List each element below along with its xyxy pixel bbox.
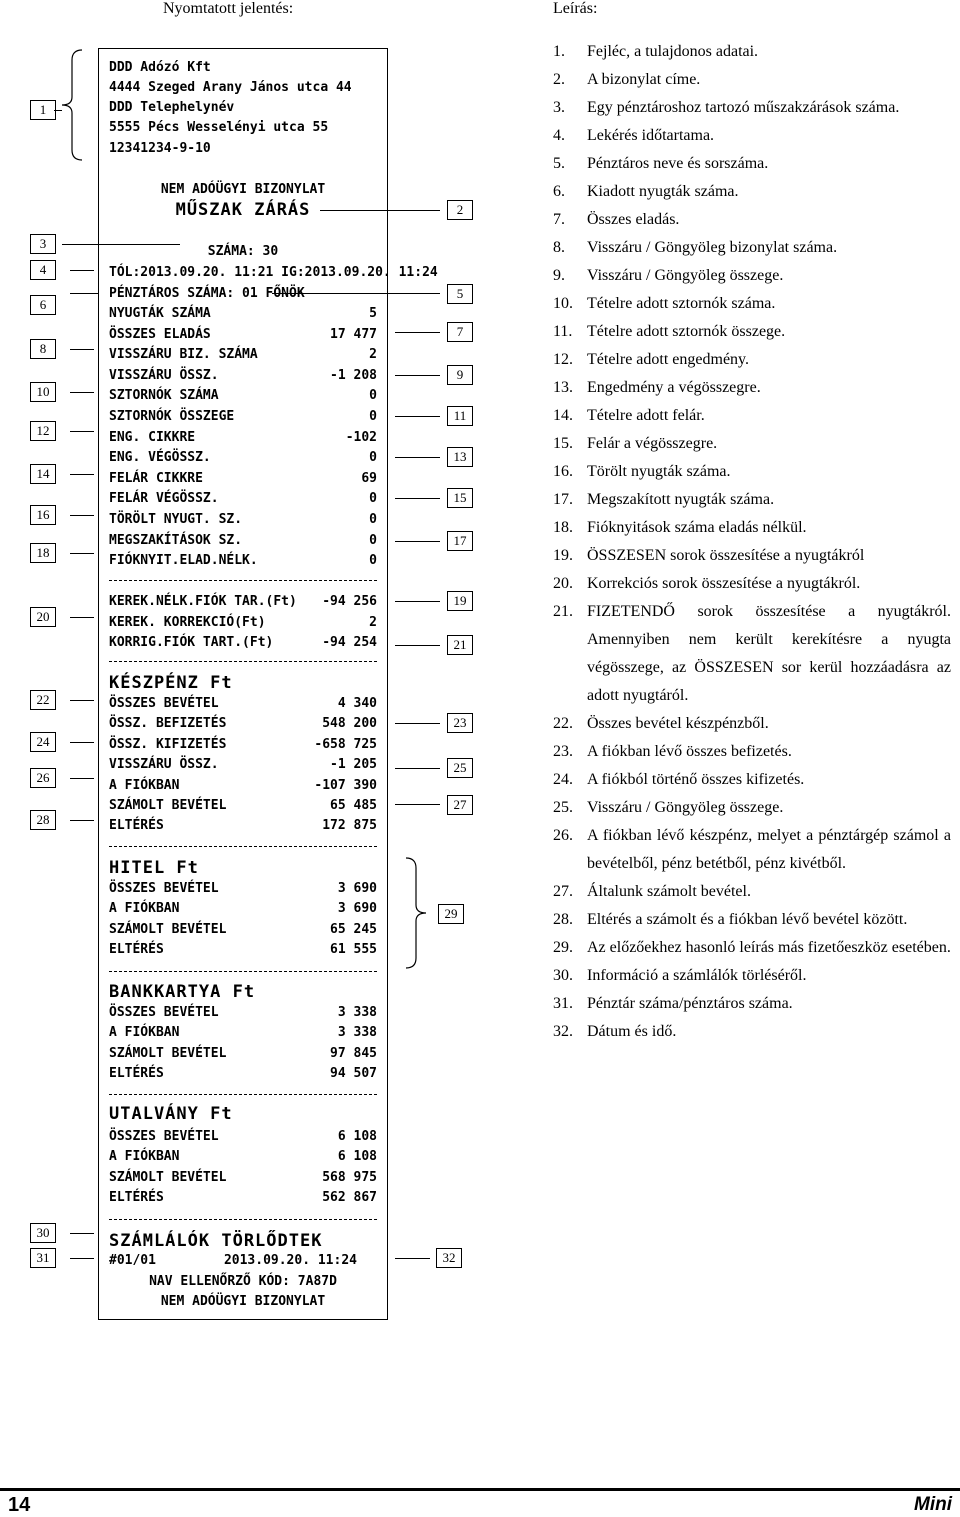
- callout-19: 19: [447, 591, 473, 611]
- leader-line: [70, 778, 94, 779]
- description-item: [553, 402, 951, 430]
- description-item: [553, 206, 951, 234]
- row-label: SZÁMOLT BEVÉTEL: [109, 798, 227, 813]
- description-text: Tételre adott engedmény.: [587, 351, 749, 368]
- description-number: 20.: [553, 575, 573, 592]
- description-text: Visszáru / Göngyöleg bizonylat száma.: [587, 239, 838, 256]
- cash-section-row: [109, 736, 377, 754]
- row-value: 0: [369, 532, 377, 548]
- row-value: 69: [361, 470, 377, 486]
- callout-15: 15: [447, 488, 473, 508]
- card-section-row: [109, 1045, 377, 1063]
- closing-datetime: 2013.09.20. 11:24: [223, 1253, 357, 1268]
- summary-row: [109, 470, 377, 488]
- row-value: 65 485: [330, 798, 377, 813]
- row-value: 94 507: [330, 1066, 377, 1082]
- description-number: 25.: [553, 799, 573, 816]
- cash-section-row: [109, 695, 377, 713]
- description-item: [553, 514, 951, 542]
- correction-row: [109, 593, 377, 611]
- doc-type: NEM ADÓÜGYI BIZONYLAT: [160, 182, 326, 197]
- callout-26: 26: [30, 768, 56, 788]
- summary-row: [109, 387, 377, 405]
- description-item: [553, 934, 951, 962]
- summary-row: [109, 367, 377, 385]
- description-number: 1.: [553, 43, 565, 60]
- description-item: [553, 122, 951, 150]
- leader-line: [70, 1258, 94, 1259]
- row-value: 0: [369, 512, 377, 527]
- receipt-header-line: 12341234-9-10: [109, 141, 211, 156]
- summary-row: [109, 326, 377, 344]
- payment-methods-brace: [404, 858, 434, 968]
- row-label: MEGSZAKÍTÁSOK SZ.: [109, 532, 243, 548]
- shift-number: SZÁMA: 30: [207, 244, 279, 259]
- description-text: ÖSSZESEN sorok összesítése a nyugtákról: [587, 547, 865, 564]
- callout-24: 24: [30, 732, 56, 752]
- callout-10: 10: [30, 382, 56, 402]
- summary-row: [109, 552, 377, 570]
- summary-row: [109, 408, 377, 426]
- row-label: ELTÉRÉS: [109, 942, 164, 958]
- row-value: -94 254: [322, 635, 377, 650]
- row-value: 0: [369, 450, 377, 466]
- description-item: [553, 598, 951, 710]
- leader-line: [70, 270, 94, 271]
- description-text: Pénztár száma/pénztáros száma.: [587, 995, 793, 1012]
- row-label: ELTÉRÉS: [109, 818, 164, 834]
- description-text: Törölt nyugták száma.: [587, 463, 731, 480]
- separator-line: [109, 846, 377, 847]
- description-item: [553, 794, 951, 822]
- row-label: VISSZÁRU BIZ. SZÁMA: [109, 347, 258, 363]
- description-number: 32.: [553, 1023, 573, 1040]
- row-value: 6 108: [337, 1149, 377, 1165]
- description-number: 23.: [553, 743, 573, 760]
- description-item: [553, 150, 951, 178]
- summary-row: [109, 532, 377, 550]
- description-item: [553, 234, 951, 262]
- footer-rule: [0, 1488, 960, 1491]
- receipt-header-line: 4444 Szeged Arany János utca 44: [109, 80, 352, 95]
- description-item: [553, 66, 951, 94]
- description-text: Tételre adott sztornók száma.: [587, 295, 776, 312]
- row-label: ÖSSZES BEVÉTEL: [109, 1129, 219, 1144]
- row-label: ENG. VÉGÖSSZ.: [109, 450, 211, 466]
- row-value: 3 338: [337, 1005, 377, 1020]
- description-text: Összes eladás.: [587, 211, 680, 228]
- callout-6: 6: [30, 295, 56, 315]
- description-item: [553, 94, 951, 122]
- leader-line: [70, 553, 94, 554]
- description-heading: Leírás:: [553, 0, 598, 17]
- leader-line: [395, 457, 440, 458]
- row-label: SZÁMOLT BEVÉTEL: [109, 921, 227, 937]
- row-label: A FIÓKBAN: [109, 1149, 180, 1165]
- header-brace: [60, 50, 90, 160]
- row-label: ÖSSZES BEVÉTEL: [109, 696, 219, 711]
- description-text: Egy pénztároshoz tartozó műszakzárások száma.: [587, 99, 900, 116]
- register-cashier-number: #01/01: [109, 1253, 156, 1268]
- summary-row: [109, 429, 377, 447]
- summary-row: [109, 346, 377, 364]
- row-label: A FIÓKBAN: [109, 1025, 180, 1041]
- callout-21: 21: [447, 635, 473, 655]
- callout-29: 29: [438, 904, 464, 924]
- description-text: Kiadott nyugták száma.: [587, 183, 739, 200]
- row-value: 2: [369, 347, 377, 363]
- summary-row: [109, 511, 377, 529]
- voucher-section-row: [109, 1148, 377, 1166]
- callout-3: 3: [30, 234, 56, 254]
- leader-line: [70, 431, 94, 432]
- row-value: -94 256: [322, 594, 377, 609]
- description-number: 26.: [553, 827, 573, 844]
- period-line: TÓL:2013.09.20. 11:21 IG:2013.09.20. 11:24: [109, 265, 438, 280]
- description-number: 27.: [553, 883, 573, 900]
- description-text: A fiókból történő összes kifizetés.: [587, 771, 805, 788]
- callout-1: 1: [30, 100, 56, 120]
- summary-row: [109, 490, 377, 508]
- leader-line: [70, 293, 98, 294]
- callout-7: 7: [447, 322, 473, 342]
- summary-row: [109, 449, 377, 467]
- row-label: KEREK.NÉLK.FIÓK TAR.(Ft): [109, 594, 297, 609]
- description-item: [553, 458, 951, 486]
- description-text: A fiókban lévő készpénz, melyet a pénztárgép számol a bevételből, pénz betétből, pénz kivétből.: [587, 827, 951, 872]
- leader-line: [395, 645, 440, 646]
- cashier-line: PÉNZTÁROS SZÁMA: 01 FŐNÖK: [109, 286, 305, 301]
- description-item: [553, 906, 951, 934]
- leader-line: [395, 498, 440, 499]
- nav-check-code: NAV ELLENŐRZŐ KÓD: 7A87D: [149, 1274, 337, 1289]
- cash-section-row: [109, 756, 377, 774]
- row-label: ÖSSZ. KIFIZETÉS: [109, 736, 227, 752]
- callout-32: 32: [436, 1248, 462, 1268]
- leader-line: [272, 293, 440, 294]
- correction-row: [109, 614, 377, 632]
- description-item: [553, 1018, 951, 1046]
- description-number: 12.: [553, 351, 573, 368]
- description-item: [553, 542, 951, 570]
- manual-name: Mini: [914, 1494, 952, 1515]
- callout-16: 16: [30, 505, 56, 525]
- description-item: [553, 962, 951, 990]
- receipt-header-line: 5555 Pécs Wesselényi utca 55: [109, 120, 329, 135]
- callout-27: 27: [447, 795, 473, 815]
- leader-line: [395, 332, 440, 333]
- row-label: ENG. CIKKRE: [109, 429, 196, 445]
- row-value: 568 975: [322, 1169, 377, 1185]
- row-value: -658 725: [314, 736, 377, 752]
- separator-line: [109, 661, 377, 662]
- description-text: Visszáru / Göngyöleg összege.: [587, 267, 784, 284]
- description-text: Dátum és idő.: [587, 1023, 677, 1040]
- callout-31: 31: [30, 1248, 56, 1268]
- description-item: [553, 822, 951, 878]
- leader-line: [395, 768, 440, 769]
- leader-line: [70, 742, 94, 743]
- callout-14: 14: [30, 464, 56, 484]
- separator-line: [109, 971, 377, 972]
- leader-line: [395, 804, 440, 805]
- description-number: 5.: [553, 155, 565, 172]
- separator-line: [109, 1219, 377, 1220]
- callout-23: 23: [447, 713, 473, 733]
- row-label: FIÓKNYIT.ELAD.NÉLK.: [109, 553, 258, 569]
- leader-line: [70, 820, 94, 821]
- row-value: -107 390: [314, 777, 377, 793]
- row-label: VISSZÁRU ÖSSZ.: [109, 367, 219, 383]
- description-item: [553, 710, 951, 738]
- callout-8: 8: [30, 339, 56, 359]
- description-number: 31.: [553, 995, 573, 1012]
- summary-row: [109, 305, 377, 323]
- callout-5: 5: [447, 284, 473, 304]
- row-value: -102: [345, 429, 377, 445]
- row-value: 3 338: [337, 1025, 377, 1041]
- description-item: [553, 766, 951, 794]
- description-text: Eltérés a számolt és a fiókban lévő bevétel között.: [587, 911, 908, 928]
- row-value: 0: [369, 491, 377, 507]
- row-label: ÖSSZES BEVÉTEL: [109, 881, 219, 896]
- callout-12: 12: [30, 421, 56, 441]
- leader-line: [395, 601, 440, 602]
- row-value: 4 340: [337, 696, 377, 711]
- row-value: 0: [369, 409, 377, 424]
- description-number: 3.: [553, 99, 565, 116]
- row-value: 2: [369, 614, 377, 630]
- description-text: Fejléc, a tulajdonos adatai.: [587, 43, 759, 60]
- row-value: 562 867: [322, 1190, 377, 1206]
- row-label: A FIÓKBAN: [109, 777, 180, 793]
- cash-section-title: KÉSZPÉNZ Ft: [109, 673, 233, 693]
- description-number: 30.: [553, 967, 573, 984]
- callout-22: 22: [30, 690, 56, 710]
- description-number: 11.: [553, 323, 573, 340]
- receipt: [98, 48, 438, 1320]
- leader-line: [70, 617, 94, 618]
- leader-line: [320, 210, 440, 211]
- description-text: Az előzőekhez hasonló leírás más fizetőeszköz esetében.: [587, 939, 951, 956]
- leader-line: [395, 541, 440, 542]
- register-cashier-datetime: [109, 1252, 377, 1270]
- cash-section-row: [109, 817, 377, 835]
- description-text: Visszáru / Göngyöleg összege.: [587, 799, 784, 816]
- row-label: VISSZÁRU ÖSSZ.: [109, 757, 219, 773]
- leader-line: [395, 723, 440, 724]
- description-text: Információ a számlálók törléséről.: [587, 967, 807, 984]
- row-label: SZÁMOLT BEVÉTEL: [109, 1045, 227, 1061]
- separator-line: [109, 1094, 377, 1095]
- row-value: 5: [369, 306, 377, 321]
- description-number: 21.: [553, 603, 573, 620]
- description-number: 29.: [553, 939, 573, 956]
- callout-20: 20: [30, 607, 56, 627]
- description-item: [553, 38, 951, 66]
- description-text: Tételre adott felár.: [587, 407, 705, 424]
- credit-section-row: [109, 921, 377, 939]
- callout-11: 11: [447, 406, 473, 426]
- receipt-header-line: DDD Adózó Kft: [109, 60, 211, 75]
- callout-28: 28: [30, 810, 56, 830]
- description-text: Engedmény a végösszegre.: [587, 379, 761, 396]
- callout-13: 13: [447, 447, 473, 467]
- description-item: [553, 570, 951, 598]
- callout-25: 25: [447, 758, 473, 778]
- page-number: 14: [8, 1494, 31, 1516]
- row-value: 0: [369, 553, 377, 569]
- callout-18: 18: [30, 543, 56, 563]
- cash-section-row: [109, 797, 377, 815]
- description-number: 10.: [553, 295, 573, 312]
- description-item: [553, 346, 951, 374]
- description-number: 15.: [553, 435, 573, 452]
- counters-cleared: SZÁMLÁLÓK TÖRLŐDTEK: [109, 1231, 323, 1251]
- credit-section-row: [109, 900, 377, 918]
- description-number: 13.: [553, 379, 573, 396]
- row-value: -1 205: [330, 757, 377, 773]
- description-number: 18.: [553, 519, 573, 536]
- description-list: [553, 38, 951, 1046]
- description-number: 2.: [553, 71, 565, 88]
- row-label: TÖRÖLT NYUGT. SZ.: [109, 512, 243, 527]
- credit-section-row: [109, 880, 377, 898]
- description-item: [553, 486, 951, 514]
- row-value: 61 555: [330, 942, 377, 958]
- card-section-title: BANKKARTYA Ft: [109, 982, 256, 1002]
- description-number: 28.: [553, 911, 573, 928]
- card-section-row: [109, 1004, 377, 1022]
- description-item: [553, 430, 951, 458]
- row-value: 65 245: [330, 921, 377, 937]
- leader-line: [395, 375, 440, 376]
- leader-line: [70, 349, 94, 350]
- footer-doc-type: NEM ADÓÜGYI BIZONYLAT: [160, 1294, 326, 1309]
- description-text: Összes bevétel készpénzből.: [587, 715, 769, 732]
- leader-line: [70, 1233, 94, 1234]
- voucher-section-row: [109, 1189, 377, 1207]
- row-value: -1 208: [330, 367, 377, 383]
- description-text: A fiókban lévő összes befizetés.: [587, 743, 792, 760]
- row-label: ELTÉRÉS: [109, 1066, 164, 1082]
- callout-30: 30: [30, 1223, 56, 1243]
- row-label: ÖSSZES BEVÉTEL: [109, 1005, 219, 1020]
- credit-section-row: [109, 941, 377, 959]
- credit-section-title: HITEL Ft: [109, 858, 199, 878]
- row-label: ELTÉRÉS: [109, 1190, 164, 1206]
- row-label: KEREK. KORREKCIÓ(Ft): [109, 614, 266, 630]
- leader-line: [70, 700, 94, 701]
- description-item: [553, 990, 951, 1018]
- card-section-row: [109, 1065, 377, 1083]
- card-section-row: [109, 1024, 377, 1042]
- cash-section-row: [109, 715, 377, 733]
- description-text: FIZETENDŐ sorok összesítése a nyugtákról. Amennyiben nem került kerekítésre a nyugta végösszege, az ÖSSZESEN sor kerül hozzáadásra az adott nyugtáról.: [587, 603, 951, 704]
- row-value: 97 845: [330, 1045, 377, 1061]
- description-item: [553, 374, 951, 402]
- voucher-section-title: UTALVÁNY Ft: [109, 1104, 233, 1124]
- description-text: Tételre adott sztornók összege.: [587, 323, 786, 340]
- row-value: 3 690: [337, 881, 377, 896]
- row-label: NYUGTÁK SZÁMA: [109, 306, 211, 321]
- leader-line: [395, 1258, 430, 1259]
- separator-line: [109, 580, 377, 581]
- callout-4: 4: [30, 260, 56, 280]
- description-text: Megszakított nyugták száma.: [587, 491, 775, 508]
- callout-9: 9: [447, 365, 473, 385]
- description-number: 7.: [553, 211, 565, 228]
- leader-line: [70, 474, 94, 475]
- leader-line: [62, 244, 180, 245]
- description-number: 19.: [553, 547, 573, 564]
- description-text: Lekérés időtartama.: [587, 127, 715, 144]
- description-item: [553, 290, 951, 318]
- voucher-section-row: [109, 1169, 377, 1187]
- row-value: 17 477: [330, 326, 377, 342]
- row-label: ÖSSZ. BEFIZETÉS: [109, 716, 227, 732]
- row-label: SZTORNÓK ÖSSZEGE: [109, 409, 235, 424]
- description-item: [553, 318, 951, 346]
- row-value: 172 875: [322, 818, 377, 834]
- description-number: 17.: [553, 491, 573, 508]
- description-number: 8.: [553, 239, 565, 256]
- description-number: 22.: [553, 715, 573, 732]
- description-number: 9.: [553, 267, 565, 284]
- row-value: 3 690: [337, 901, 377, 917]
- description-text: A bizonylat címe.: [587, 71, 701, 88]
- description-text: Korrekciós sorok összesítése a nyugtákról.: [587, 575, 861, 592]
- description-text: Általunk számolt bevétel.: [587, 883, 751, 900]
- description-text: Pénztáros neve és sorszáma.: [587, 155, 769, 172]
- row-label: FELÁR VÉGÖSSZ.: [109, 491, 219, 507]
- row-value: 548 200: [322, 716, 377, 732]
- description-item: [553, 878, 951, 906]
- description-text: Fióknyitások száma eladás nélkül.: [587, 519, 807, 536]
- row-label: A FIÓKBAN: [109, 901, 180, 917]
- correction-row: [109, 634, 377, 652]
- row-value: 6 108: [337, 1129, 377, 1144]
- voucher-section-row: [109, 1128, 377, 1146]
- description-number: 14.: [553, 407, 573, 424]
- description-item: [553, 262, 951, 290]
- row-label: ÖSSZES ELADÁS: [109, 326, 211, 342]
- leader-line: [70, 515, 94, 516]
- row-value: 0: [369, 388, 377, 404]
- row-label: KORRIG.FIÓK TART.(Ft): [109, 635, 274, 650]
- row-label: SZTORNÓK SZÁMA: [109, 388, 219, 404]
- row-label: FELÁR CIKKRE: [109, 470, 203, 486]
- cash-section-row: [109, 777, 377, 795]
- description-number: 6.: [553, 183, 565, 200]
- description-item: [553, 738, 951, 766]
- callout-2: 2: [447, 200, 473, 220]
- description-item: [553, 178, 951, 206]
- receipt-title: MŰSZAK ZÁRÁS: [175, 200, 311, 220]
- description-number: 24.: [553, 771, 573, 788]
- printed-report-heading: Nyomtatott jelentés:: [163, 0, 294, 17]
- leader-line: [70, 392, 94, 393]
- row-label: SZÁMOLT BEVÉTEL: [109, 1169, 227, 1185]
- receipt-header-line: DDD Telephelynév: [109, 100, 235, 115]
- callout-17: 17: [447, 531, 473, 551]
- leader-line: [395, 416, 440, 417]
- description-text: Felár a végösszegre.: [587, 435, 718, 452]
- description-number: 16.: [553, 463, 573, 480]
- description-number: 4.: [553, 127, 565, 144]
